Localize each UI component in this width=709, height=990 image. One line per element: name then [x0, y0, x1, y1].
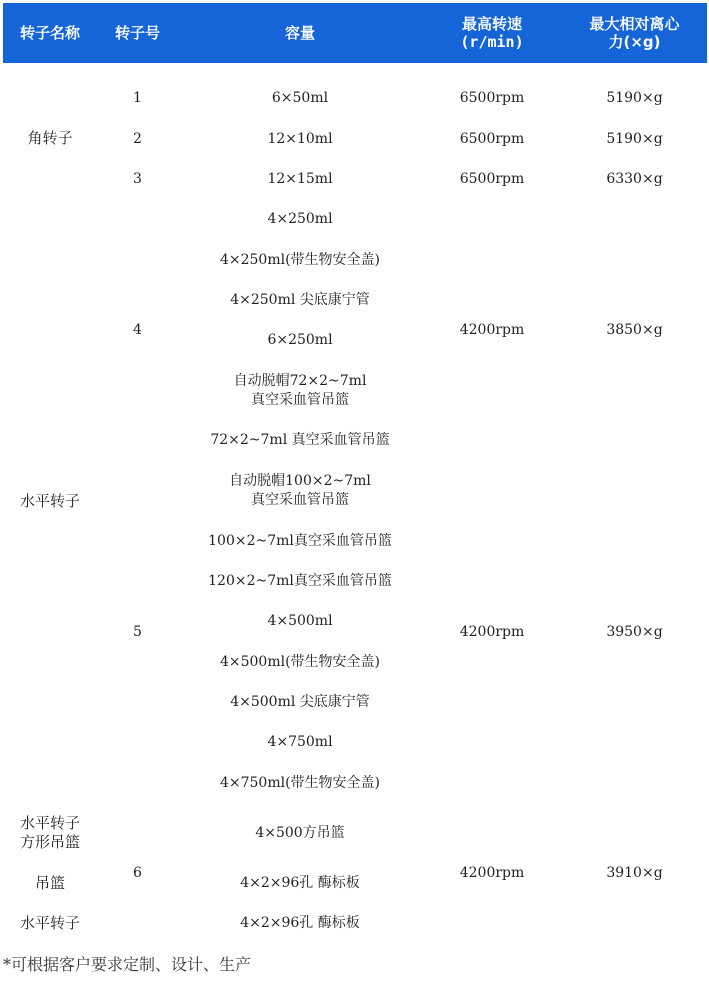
rotor-name-line: 方形吊篮: [19, 833, 80, 852]
rotor-name-cell: 水平转子: [19, 914, 80, 933]
capacity-cell: 4×750ml(带生物安全盖): [219, 774, 381, 791]
rotor-name-cell: [3, 803, 97, 863]
table-row: [3, 119, 707, 159]
capacity-line: 自动脱帽72×2~7ml: [233, 372, 367, 389]
header-capacity: 容量: [178, 3, 422, 63]
header-max-rcf: [562, 3, 707, 63]
rcf-cell: 3950×g: [606, 623, 663, 640]
capacity-cell: 4×2×96孔 酶标板: [240, 874, 360, 891]
rotor-spec-table: [3, 3, 707, 944]
rotor-name-line: 水平转子: [19, 814, 80, 833]
capacity-cell: 4×250ml(带生物安全盖): [219, 251, 381, 268]
header-max-rcf-line2: 力(×g): [608, 33, 661, 51]
capacity-line: 真空采血管吊篮: [251, 492, 349, 509]
header-max-speed-line1: 最高转速: [461, 15, 522, 33]
rotor-no-cell: 4: [133, 321, 142, 338]
capacity-cell: 4×500ml(带生物安全盖): [219, 653, 381, 670]
rcf-cell: 5190×g: [606, 130, 663, 147]
table-row: [3, 63, 707, 119]
capacity-cell: 100×2~7ml真空采血管吊篮: [208, 532, 392, 549]
capacity-cell: 4×750ml: [267, 734, 333, 751]
rcf-cell: 3850×g: [606, 321, 663, 338]
capacity-cell: 4×250ml 尖底康宁管: [230, 291, 370, 308]
rotor-name-cell: 吊篮: [34, 873, 65, 892]
header-max-speed: [422, 3, 562, 63]
capacity-cell: 6×250ml: [267, 332, 333, 349]
header-row: [3, 3, 707, 63]
capacity-line: 自动脱帽100×2~7ml: [229, 473, 371, 490]
table-row: [3, 159, 707, 199]
capacity-cell: [178, 361, 422, 421]
capacity-line: 真空采血管吊篮: [251, 391, 349, 408]
capacity-cell: 72×2~7ml 真空采血管吊篮: [210, 432, 390, 449]
rcf-cell: 5190×g: [606, 89, 663, 106]
table-row: [3, 803, 707, 863]
capacity-cell: 6×50ml: [271, 89, 329, 106]
speed-cell: 6500rpm: [459, 89, 525, 106]
rotor-no-cell: 6: [133, 864, 142, 881]
capacity-cell: [178, 461, 422, 521]
rotor-no-cell: 5: [133, 623, 142, 640]
rotor-name-cell: 水平转子: [19, 491, 80, 510]
table-row: [3, 461, 707, 521]
rotor-no-cell: 3: [133, 170, 142, 187]
capacity-cell: 12×10ml: [267, 130, 333, 147]
rcf-cell: 6330×g: [606, 170, 663, 187]
table-row: [3, 200, 707, 240]
speed-cell: 4200rpm: [459, 321, 525, 338]
header-max-speed-line2: (r/min): [460, 33, 524, 51]
capacity-cell: 4×500ml: [267, 613, 333, 630]
speed-cell: 4200rpm: [459, 864, 525, 881]
speed-cell: 4200rpm: [459, 623, 525, 640]
header-rotor-name: 转子名称: [3, 3, 97, 63]
speed-cell: 6500rpm: [459, 170, 525, 187]
rotor-name-cell: 角转子: [27, 128, 73, 147]
rotor-no-cell: 2: [133, 130, 142, 147]
footnote: *可根据客户要求定制、设计、生产: [3, 955, 252, 974]
capacity-cell: 4×250ml: [267, 211, 333, 228]
rcf-cell: 3910×g: [606, 864, 663, 881]
capacity-cell: 4×500ml 尖底康宁管: [230, 693, 370, 710]
capacity-cell: 4×2×96孔 酶标板: [240, 915, 360, 932]
header-rotor-no: 转子号: [97, 3, 178, 63]
speed-cell: 6500rpm: [459, 130, 525, 147]
rotor-no-cell: 1: [133, 89, 142, 106]
capacity-cell: 120×2~7ml真空采血管吊篮: [208, 573, 392, 590]
header-max-rcf-line1: 最大相对离心: [589, 15, 680, 33]
capacity-cell: 12×15ml: [267, 170, 333, 187]
capacity-cell: 4×500方吊篮: [255, 824, 345, 841]
